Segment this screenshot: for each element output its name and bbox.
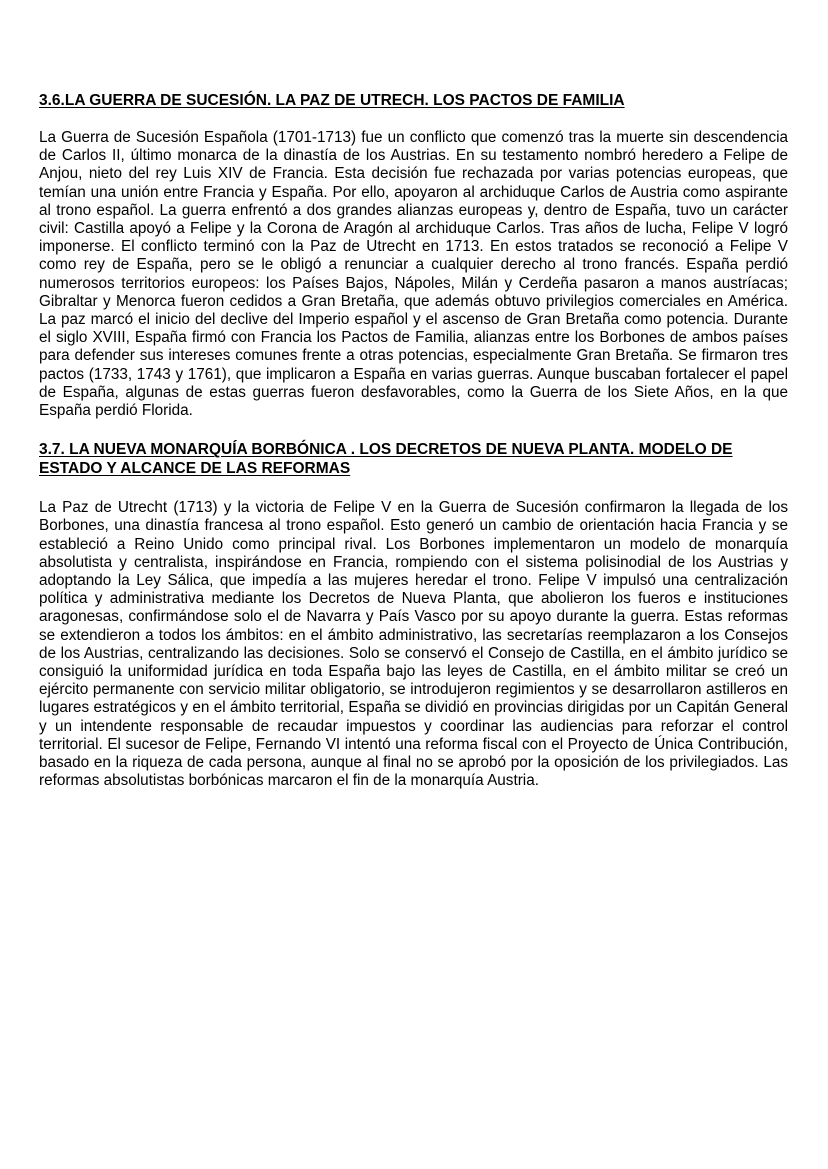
section-heading-bourbon-monarchy: 3.7. LA NUEVA MONARQUÍA BORBÓNICA . LOS DECRETOS DE NUEVA PLANTA. MODELO DE ESTADO Y ALCANCE DE LAS REFORMAS: [39, 441, 733, 478]
section-body-succession-war: La Guerra de Sucesión Española (1701-1713) fue un conflicto que comenzó tras la muerte sin descendencia de Carlos II, último monarca de la dinastía de los Austrias. En su testamento nombró heredero a Felipe de Anjou, nieto del rey Luis XIV de Francia. Esta decisión fue rechazada por varias potencias europeas, que temían una unión entre Francia y España. Por ello, apoyaron al archiduque Carlos de Austria como aspirante al trono español. La guerra enfrentó a dos grandes alianzas europeas y, dentro de España, tuvo un carácter civil: Castilla apoyó a Felipe y la Corona de Aragón al archiduque Carlos. Tras años de lucha, Felipe V logró imponerse. El conflicto terminó con la Paz de Utrecht en 1713. En estos tratados se reconoció a Felipe V como rey de España, pero se le obligó a renunciar a cualquier derecho al trono francés. España perdió numerosos territorios europeos: los Países Bajos, Nápoles, Milán y Cerdeña pasaron a manos austríacas; Gibraltar y Menorca fueron cedidos a Gran Bretaña, que además obtuvo privilegios comerciales en América. La paz marcó el inicio del declive del Imperio español y el ascenso de Gran Bretaña como potencia. Durante el siglo XVIII, España firmó con Francia los Pactos de Familia, alianzas entre los Borbones de ambos países para defender sus intereses comunes frente a otras potencias, especialmente Gran Bretaña. Se firmaron tres pactos (1733, 1743 y 1761), que implicaron a España en varias guerras. Aunque buscaban fortalecer el papel de España, algunas de estas guerras fueron desfavorables, como la Guerra de los Siete Años, en la que España perdió Florida.: [39, 129, 788, 420]
document-page: [39, 91, 788, 791]
section-body-bourbon-monarchy: La Paz de Utrecht (1713) y la victoria de Felipe V en la Guerra de Sucesión confirmaron la llegada de los Borbones, una dinastía francesa al trono español. Esto generó un cambio de orientación hacia Francia y se estableció a Reino Unido como principal rival. Los Borbones implementaron un modelo de monarquía absolutista y centralista, inspirándose en Francia, rompiendo con el sistema polisinodial de los Austrias y adoptando la Ley Sálica, que impedía a las mujeres heredar el trono. Felipe V impulsó una centralización política y administrativa mediante los Decretos de Nueva Planta, que abolieron los fueros e instituciones aragonesas, confirmándose solo el de Navarra y País Vasco por su apoyo durante la guerra. Estas reformas se extendieron a todos los ámbitos: en el ámbito administrativo, las secretarías reemplazaron a los Consejos de los Austrias, centralizando las decisiones. Solo se conservó el Consejo de Castilla, en el ámbito jurídico se consiguió la uniformidad jurídica en toda España bajo las leyes de Castilla, en el ámbito militar se creó un ejército permanente con servicio militar obligatorio, se introdujeron regimientos y se desarrollaron astilleros en lugares estratégicos y en el ámbito territorial, España se dividió en provincias dirigidas por un Capitán General y un intendente responsable de recaudar impuestos y coordinar las audiencias para reforzar el control territorial. El sucesor de Felipe, Fernando VI intentó una reforma fiscal con el Proyecto de Única Contribución, basado en la riqueza de cada persona, aunque al final no se aprobó por la oposición de los privilegiados. Las reformas absolutistas borbónicas marcaron el fin de la monarquía Austria.: [39, 499, 788, 790]
section-heading-succession-war: 3.6.LA GUERRA DE SUCESIÓN. LA PAZ DE UTRECH. LOS PACTOS DE FAMILIA: [39, 92, 625, 109]
